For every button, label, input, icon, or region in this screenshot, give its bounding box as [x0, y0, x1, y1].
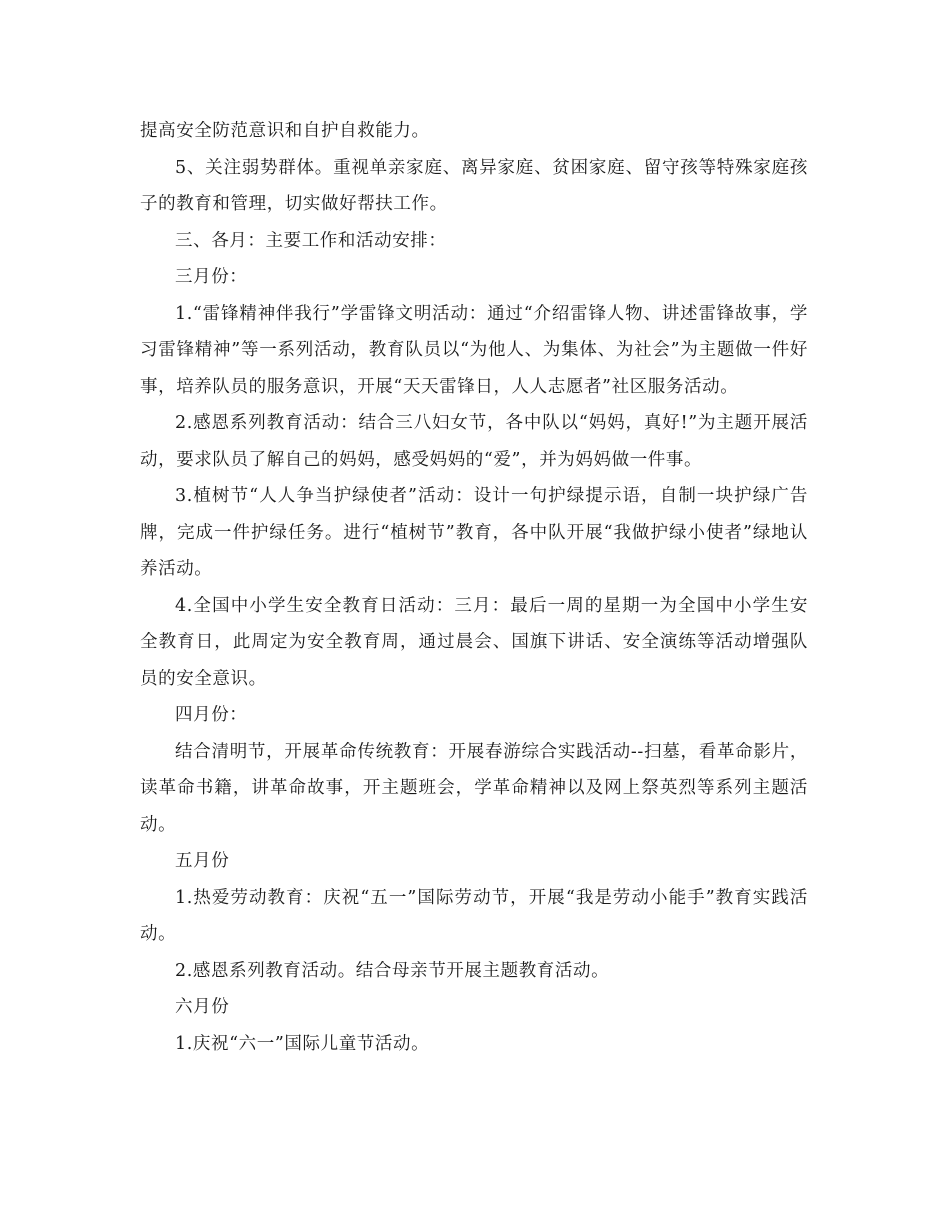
paragraph-march-item-3: 3.植树节“人人争当护绿使者”活动：设计一句护绿提示语，自制一块护绿广告牌，完成一件护绿任务。进行“植树节”教育，各中队开展“我做护绿小使者”绿地认养活动。: [140, 486, 808, 579]
paragraph-march-item-4: 4.全国中小学生安全教育日活动：三月：最后一周的星期一为全国中小学生安全教育日，此周定为安全教育周，通过晨会、国旗下讲话、安全演练等活动增强队员的安全意识。: [140, 595, 808, 689]
month-heading-may: 五月份: [175, 851, 230, 871]
paragraph-vulnerable-groups: 5、关注弱势群体。重视单亲家庭、离异家庭、贫困家庭、留守孩等特殊家庭孩子的教育和管理，切实做好帮扶工作。: [140, 157, 808, 214]
paragraph-may-item-2: 2.感恩系列教育活动。结合母亲节开展主题教育活动。: [175, 960, 610, 981]
paragraph-june-item-1: 1.庆祝“六一”国际儿童节活动。: [175, 1033, 430, 1054]
paragraph-may-item-1: 1.热爱劳动教育：庆祝“五一”国际劳动节，开展“我是劳动小能手”教育实践活动。: [140, 887, 808, 944]
document-page: [140, 113, 808, 1062]
paragraph-march-item-1: 1.“雷锋精神伴我行”学雷锋文明活动：通过“介绍雷锋人物、讲述雷锋故事，学习雷锋精神”等一系列活动，教育队员以“为他人、为集体、为社会”为主题做一件好事，培养队员的服务意识，开展“天天雷锋日，人人志愿者”社区服务活动。: [140, 303, 808, 397]
month-heading-march: 三月份：: [175, 267, 248, 287]
paragraph-safety-awareness: 提高安全防范意识和自护自救能力。: [140, 121, 430, 141]
paragraph-april-item: 结合清明节，开展革命传统教育：开展春游综合实践活动--扫墓，看革命影片，读革命书籍，讲革命故事，开主题班会，学革命精神以及网上祭英烈等系列主题活动。: [140, 741, 808, 835]
paragraph-march-item-2: 2.感恩系列教育活动：结合三八妇女节，各中队以“妈妈，真好!”为主题开展活动，要求队员了解自己的妈妈，感受妈妈的“爱”，并为妈妈做一件事。: [140, 413, 808, 470]
section-heading-monthly-plan: 三、各月：主要工作和活动安排：: [175, 230, 447, 251]
month-heading-april: 四月份：: [175, 705, 248, 725]
month-heading-june: 六月份: [175, 997, 230, 1017]
